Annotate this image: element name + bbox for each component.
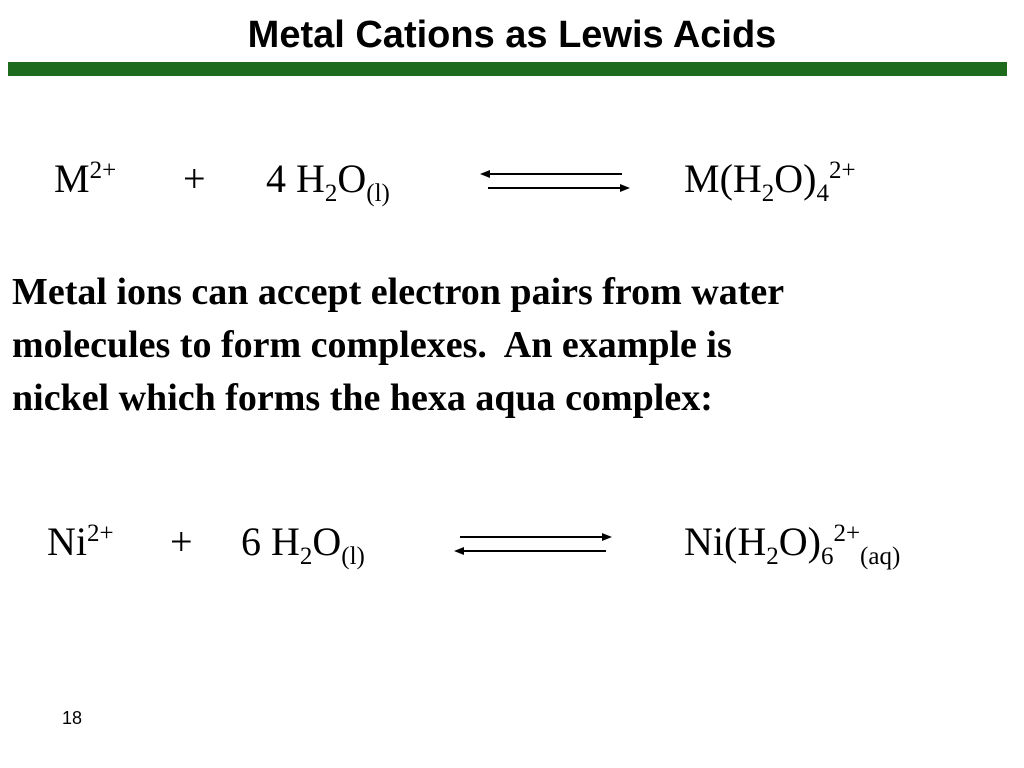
hexa-aqua-complex-product: $Ni(H_2O)_6^{2+}_{(aq)}$ — [684, 519, 901, 570]
slide-title: Metal Cations as Lewis Acids — [247, 14, 777, 56]
page-number: 18 — [62, 708, 83, 728]
paragraph-line: Metal ions can accept electron pairs from water — [12, 271, 785, 313]
aqua-complex-product: $M(H_2O)_4^{2+}$ — [684, 156, 856, 207]
equilibrium-arrows-icon — [452, 529, 614, 559]
plus-sign: + — [170, 519, 193, 564]
plus-sign: + — [183, 156, 206, 201]
explanation-paragraph — [12, 266, 1012, 425]
paragraph-line: molecules to form complexes. An example is — [12, 324, 732, 366]
water-reactant: 4 $H_2O_{(l)}$ — [266, 156, 390, 207]
metal-cation: $M^{2+}$ — [54, 156, 117, 201]
water-reactant: 6 $H_2O_{(l)}$ — [241, 519, 365, 570]
equilibrium-arrows-icon — [478, 166, 632, 196]
paragraph-line: nickel which forms the hexa aqua complex: — [12, 377, 713, 419]
title-underline-bar — [8, 62, 1007, 76]
nickel-cation: $Ni^{2+}$ — [47, 519, 114, 564]
